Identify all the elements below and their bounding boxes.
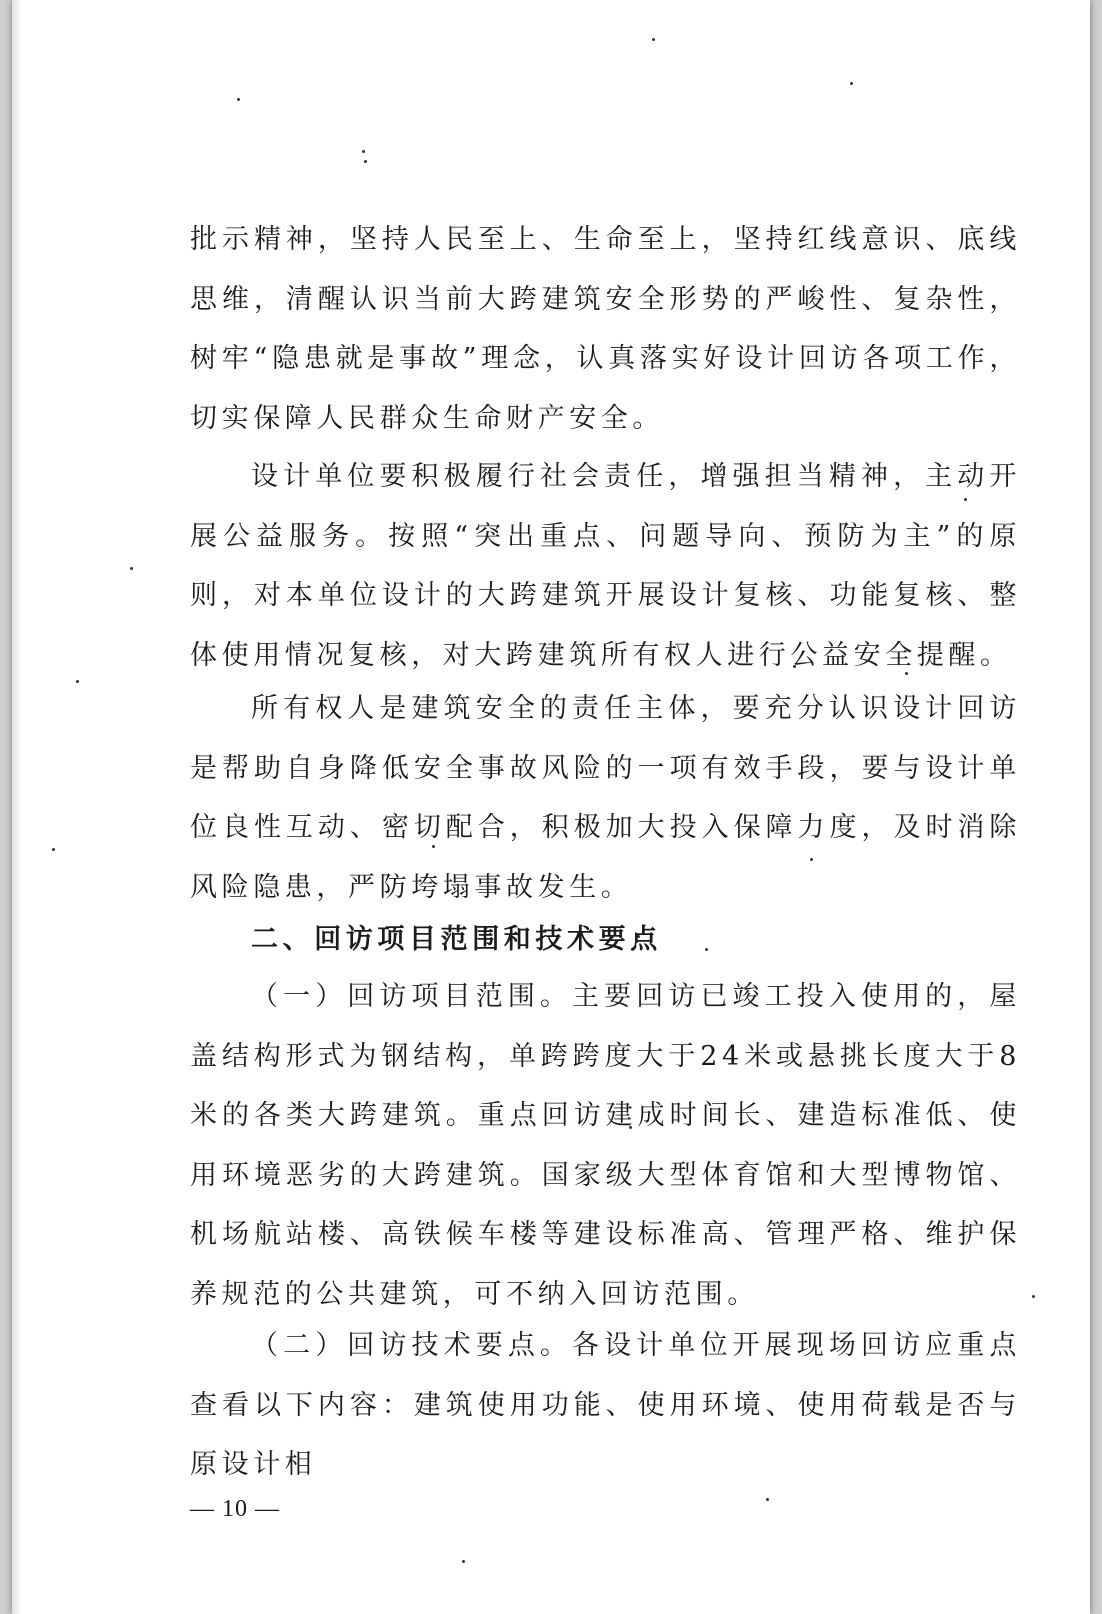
scan-speck [52, 848, 55, 851]
scan-speck [1032, 1295, 1035, 1298]
page-number: — 10 — [190, 1496, 280, 1522]
scan-speck [462, 1560, 465, 1563]
scan-speck [652, 38, 655, 41]
scope-paragraph: （一）回访项目范围。主要回访已竣工投入使用的，屋盖结构形式为钢结构，单跨跨度大于24米或悬挑长度大于8米的各类大跨建筑。重点回访建成时间长、建造标准低、使用环境恶劣的大跨建筑。国家级大型体育馆和大型博物馆、机场航站楼、高铁候车楼等建设标准高、管理严格、维护保养规范的公共建筑，可不纳入回访范围。 [190, 981, 1021, 1310]
scan-speck [130, 567, 133, 570]
scan-speck [362, 150, 365, 153]
scan-speck [850, 82, 853, 85]
scan-speck [766, 1498, 769, 1501]
document-page [12, 0, 1090, 1614]
scan-speck [76, 680, 79, 683]
section-heading: 二、回访项目范围和技术要点 [251, 924, 662, 955]
scan-speck [364, 160, 367, 163]
paragraph-2: 设计单位要积极履行社会责任，增强担当精神，主动开展公益服务。按照“突出重点、问题导向、预防为主”的原则，对本单位设计的大跨建筑开展设计复核、功能复核、整体使用情况复核，对大跨建筑所有权人进行公益安全提醒。 [190, 461, 1021, 671]
paragraph-1: 批示精神，坚持人民至上、生命至上，坚持红线意识、底线思维，清醒认识当前大跨建筑安全形势的严峻性、复杂性，树牢“隐患就是事故”理念，认真落实好设计回访各项工作，切实保障人民群众生命财产安全。 [190, 224, 1021, 434]
scan-speck [237, 98, 240, 101]
paragraph-3: 所有权人是建筑安全的责任主体，要充分认识设计回访是帮助自身降低安全事故风险的一项有效手段，要与设计单位良性互动、密切配合，积极加大投入保障力度，及时消除风险隐患，严防垮塌事故发生。 [190, 693, 1021, 903]
technical-points-paragraph: （二）回访技术要点。各设计单位开展现场回访应重点查看以下内容：建筑使用功能、使用环境、使用荷载是否与原设计相 [190, 1330, 1021, 1480]
page-left-edge-shadow [12, 0, 22, 1614]
